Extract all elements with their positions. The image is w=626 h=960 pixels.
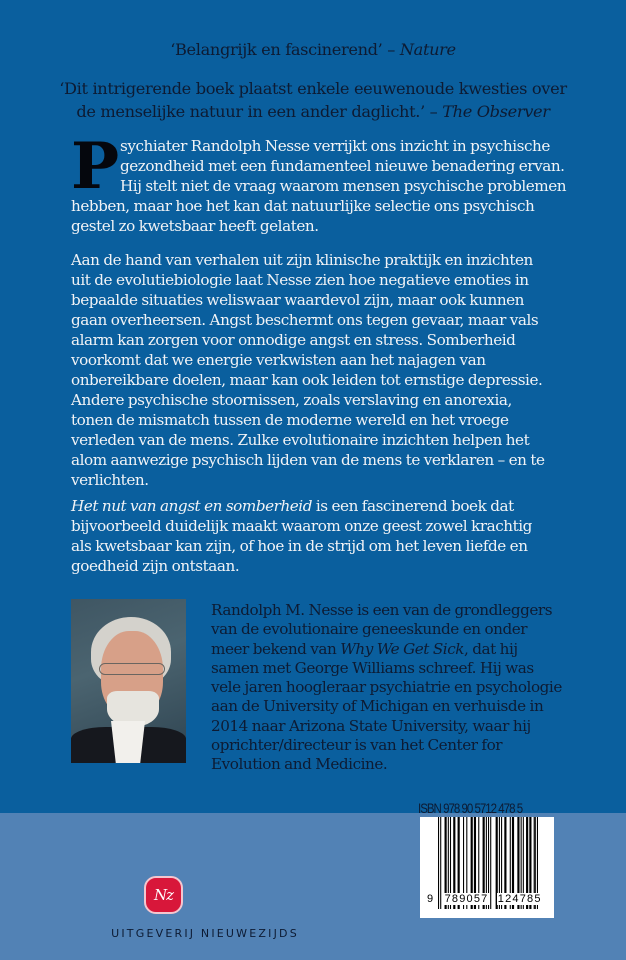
blurb-line: uit de evolutiebiologie laat Nesse zien hoe negatieve emoties in (71, 271, 529, 289)
blurb-line: verleden van de mens. Zulke evolutionaire inzichten helpen het (71, 431, 530, 449)
blurb-line: voorkomt dat we energie verkwisten aan het najagen van (71, 351, 486, 369)
isbn-label: ISBN 978 90 5712 478 5 (418, 800, 523, 816)
bio-line (211, 640, 591, 659)
blurb-paragraph-2 (71, 250, 591, 490)
bio-line: samen met George Williams schreef. Hij was (211, 658, 534, 677)
blurb-line: Hij stelt niet de vraag waarom mensen psychische problemen (120, 177, 567, 195)
bio-line: aan de University of Michigan en verhuisde in (211, 697, 544, 716)
blurb-line: alarm kan zorgen voor onnodige angst en stress. Somberheid (71, 331, 516, 349)
blurb-line (71, 496, 591, 516)
blurb-line: onbereikbare doelen, maar kan ook leiden tot ernstige depressie. (71, 371, 543, 389)
blurb-line: sychiater Randolph Nesse verrijkt ons inzicht in psychische (120, 137, 550, 155)
bio-line: van de evolutionaire geneeskunde en onder (211, 620, 528, 639)
review-quote-nature (0, 38, 626, 61)
bio-text: , dat hij (464, 639, 518, 658)
blurb-line: als kwetsbaar kan zijn, of hoe in de strijd om het leven liefde en (71, 537, 528, 555)
bio-line: 2014 naar Arizona State University, waar hij (211, 716, 531, 735)
bio-line: vele jaren hoogleraar psychiatrie en psychologie (211, 678, 562, 697)
blurb-line: gaan overheersen. Angst beschermt ons tegen gevaar, maar vals (71, 311, 539, 329)
blurb-line: verlichten. (71, 471, 149, 489)
quote-source: The Observer (442, 102, 550, 121)
book-title: Het nut van angst en somberheid (71, 497, 312, 515)
bio-text: meer bekend van (211, 639, 341, 658)
blurb-line: Aan de hand van verhalen uit zijn klinische praktijk en inzichten (71, 251, 533, 269)
blurb-line: goedheid zijn ontstaan. (71, 557, 240, 575)
blurb-paragraph-3 (71, 496, 591, 576)
barcode-digit-first: 9 (427, 893, 435, 905)
author-bio (211, 601, 591, 775)
barcode-digits-left: 789057 (444, 893, 489, 905)
blurb-line: gezondheid met een fundamenteel nieuwe benadering ervan. (120, 157, 565, 175)
drop-cap: P (71, 129, 119, 204)
publisher-logo-icon (144, 876, 183, 914)
blurb-text: is een fascinerend boek dat (312, 497, 514, 515)
quote-text-line: ‘Dit intrigerende boek plaatst enkele eeuwenoude kwesties over (59, 79, 567, 98)
quote-text: ‘Belangrijk en fascinerend’ – (170, 40, 400, 59)
quote-text: de menselijke natuur in een ander daglicht.’ – (76, 102, 443, 121)
bio-line: Randolph M. Nesse is een van de grondleggers (211, 601, 553, 619)
bio-line: Evolution and Medicine. (211, 755, 388, 774)
blurb-line: tonen de mismatch tussen de moderne wereld en het vroege (71, 411, 509, 429)
blurb-line: gestel zo kwetsbaar heeft gelaten. (71, 217, 319, 235)
photo-glasses (99, 663, 165, 675)
publisher-name: UITGEVERIJ NIEUWEZIJDS (111, 927, 299, 940)
barcode-digits-right: 124785 (497, 893, 542, 905)
bio-line: oprichter/directeur is van het Center for (211, 736, 503, 755)
quote-text-line (0, 100, 626, 123)
blurb-line: bepaalde situaties weliswaar waardevol zijn, maar ook kunnen (71, 291, 525, 309)
quote-source: Nature (399, 40, 456, 59)
blurb-line: Andere psychische stoornissen, zoals verslaving en anorexia, (71, 391, 512, 409)
blurb-line: alom aanwezige psychisch lijden van de mens te verklaren – en te (71, 451, 545, 469)
blurb-paragraph-1 (71, 129, 591, 236)
barcode-digits (426, 893, 550, 905)
blurb-line: bijvoorbeeld duidelijk maakt waarom onze geest zowel krachtig (71, 517, 532, 535)
book-title-why-we-get-sick: Why We Get Sick (340, 639, 465, 658)
photo-shirt (111, 721, 145, 763)
blurb-line: hebben, maar hoe het kan dat natuurlijke selectie ons psychisch (71, 197, 535, 215)
author-photo (71, 599, 186, 763)
review-quote-observer (0, 77, 626, 123)
barcode (420, 817, 554, 918)
logo-text: Nz (153, 886, 174, 904)
